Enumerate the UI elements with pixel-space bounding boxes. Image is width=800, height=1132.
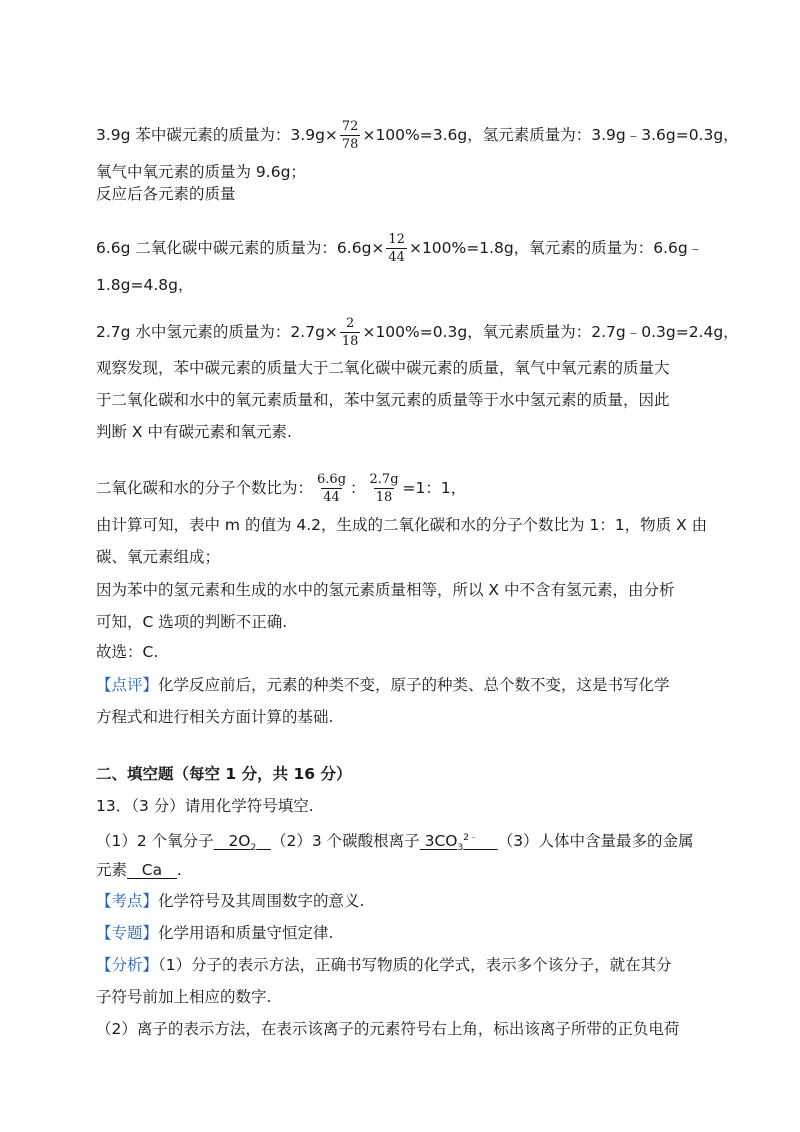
topic-tag: 【考点】 — [96, 892, 159, 910]
question-13-title: 13．（3 分）请用化学符号填空. — [96, 797, 314, 815]
paragraph-line: 由计算可知，表中 m 的值为 4.2，生成的二氧化碳和水的分子个数比为 1：1，物质 X 由 — [96, 516, 708, 534]
line-water-hydrogen: 2.7g 水中氢元素的质量为：2.7g× $\frac{2}{18}$ ×100%=0.3g，氧元素质量为：2.7g﹣0.3g=2.4g， — [96, 316, 739, 349]
question-13-line2: 元素 Ca . — [96, 861, 182, 879]
comment-tag: 【点评】 — [96, 676, 159, 694]
analysis-tag: 【分析】 — [96, 956, 159, 974]
question-13-blanks: （1）2 个氧分子 $2O_2$ （2）3 个碳酸根离子 $3CO_3^{2﹣}$ （3）人体中含量最多的金属 — [96, 832, 694, 854]
subject-line: 【专题】化学用语和质量守恒定律. — [96, 924, 334, 942]
paragraph-line: 方程式和进行相关方面计算的基础. — [96, 708, 334, 726]
paragraph-line: 碳、氧元素组成； — [96, 548, 221, 566]
fraction-2.7g-18: $\frac{2.7g}{18}$ — [369, 472, 399, 505]
line-after-reaction: 反应后各元素的质量 — [96, 185, 236, 203]
fraction-6.6g-44: $\frac{6.6g}{44}$ — [317, 472, 347, 505]
line-co2-oxygen: 1.8g=4.8g， — [96, 276, 194, 294]
answer-line: 故选：C. — [96, 643, 159, 661]
line-co2-carbon: 6.6g 二氧化碳中碳元素的质量为：6.6g× $\frac{12}{44}$ ×100%=1.8g，氧元素的质量为：6.6g﹣ — [96, 232, 704, 265]
paragraph-line: 可知，C 选项的判断不正确. — [96, 613, 288, 631]
line-molecule-ratio: 二氧化碳和水的分子个数比为： $\frac{6.6g}{44}$ ： $\frac{2.7g}{18}$ =1：1， — [96, 472, 467, 505]
line-benzene-carbon: 3.9g 苯中碳元素的质量为：3.9g× $\frac{72}{78}$ ×100%=3.6g，氢元素质量为：3.9g﹣3.6g=0.3g， — [96, 119, 739, 152]
section-heading: 二、填空题（每空 1 分，共 16 分） — [96, 765, 352, 783]
comment-line: 【点评】化学反应前后，元素的种类不变，原子的种类、总个数不变，这是书写化学 — [96, 676, 670, 694]
fraction-72-78: $\frac{72}{78}$ — [341, 119, 359, 152]
answer-blank-2: $3CO_3^{2﹣}$ — [424, 832, 478, 854]
paragraph-line: （2）离子的表示方法，在表示该离子的元素符号右上角，标出该离子所带的正负电荷 — [96, 1020, 680, 1038]
line-oxygen-mass: 氧气中氧元素的质量为 9.6g； — [96, 163, 306, 181]
analysis-line: 【分析】（1）分子的表示方法，正确书写物质的化学式，表示多个该分子，就在其分 — [96, 956, 672, 974]
paragraph-line: 观察发现，苯中碳元素的质量大于二氧化碳中碳元素的质量，氧气中氧元素的质量大 — [96, 359, 670, 377]
subject-tag: 【专题】 — [96, 924, 159, 942]
paragraph-line: 判断 X 中有碳元素和氧元素. — [96, 423, 292, 441]
fraction-2-18: $\frac{2}{18}$ — [341, 316, 359, 349]
answer-blank-1: $2O_2$ — [228, 832, 257, 854]
paragraph-line: 于二氧化碳和水中的氧元素质量和，苯中氢元素的质量等于水中氢元素的质量，因此 — [96, 391, 670, 409]
fraction-12-44: $\frac{12}{44}$ — [388, 232, 405, 265]
answer-blank-3: Ca — [141, 861, 163, 879]
topic-line: 【考点】化学符号及其周围数字的意义. — [96, 892, 365, 910]
paragraph-line: 子符号前加上相应的数字. — [96, 988, 272, 1006]
paragraph-line: 因为苯中的氢元素和生成的水中的氢元素质量相等，所以 X 中不含有氢元素，由分析 — [96, 581, 675, 599]
